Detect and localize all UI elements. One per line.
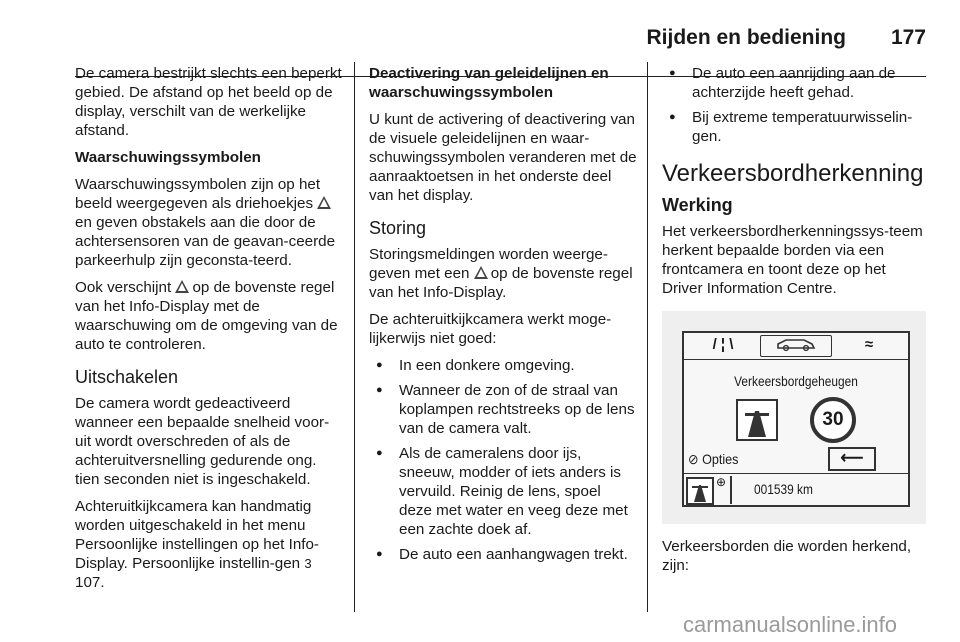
check-icon: ⊘ [688,451,699,467]
fault-text-a: Storingsmeldingen worden weerge-geven met een [369,246,608,282]
warning-triangle-icon [317,196,331,209]
fault-text-b: op de bovenste regel van het Info-Display. [369,265,633,301]
manual-text [75,497,345,592]
column-2 [369,64,637,570]
traffic-sign-display-figure [662,311,926,524]
list-item: ● Als de cameralens door ijs, sneeuw, modder of iets anders is vervuild. Reinig de lens, spoel deze met water en veeg deze met een zachte doek af. [369,444,637,539]
motorway-sign-icon [686,477,714,505]
list-item: ● De auto een aanrijding aan de achterzijde heeft gehad. [662,64,928,102]
fault-list-continued [662,64,928,146]
page-number: 177 [890,26,926,49]
after-figure-text [662,537,928,583]
watermark: carmanualsonline.info [683,612,898,637]
section-heading: Verkeersbordherkenning [662,160,924,187]
options-label [688,451,738,468]
fault-heading: Storing [369,218,427,238]
motorway-sign-small-svg [688,479,712,503]
function-heading: Werking [662,195,733,215]
fault-text [369,245,637,302]
warning-text-a: Waarschuwingssymbolen zijn op het beeld weergegeven als driehoekjes [75,176,321,212]
deactivation-text: U kunt de activering of deactivering van de visuele geleidelijnen en waar-schuwingssymbolen veranderen met de aanraaktoetsen in het onderste deel van het display. [369,111,637,204]
list-item: ● Wanneer de zon of de straal van koplampen rechtstreeks op de lens van de camera valt. [369,381,637,438]
column-3 [662,64,928,306]
odometer-value: 001539 km [754,481,813,497]
speed-limit-sign: 30 [810,397,856,443]
bottom-bar-divider [730,476,732,504]
also-text-b: op de bovenste regel van het Info-Display met de waarschuwing om de omgeving van de auto te controleren. [75,279,338,353]
warning-triangle-icon [474,266,488,279]
display-bottom-bar [684,473,908,506]
motorway-sign-svg [738,401,776,439]
fault-intro: De achteruitkijkcamera werkt moge-lijkerwijs niet goed: [369,311,612,347]
off-text: De camera wordt gedeactiveerd wanneer een bepaalde snelheid voor-uit wordt overschreden of als de achteruitversnelling gedurende ong. tien seconden niet is ingeschakeld. [75,395,330,488]
plus-icon: ⊕ [716,475,727,489]
page-reference-icon: 3 [304,556,312,571]
info-display-screen [682,331,910,507]
list-item: ● In een donkere omgeving. [369,356,637,375]
camera-intro: De camera bestrijkt slechts een beperkt gebied. De afstand op het beeld op de display, verschilt van de werkelijke afstand. [75,65,342,139]
speed-sign-icon: ≈ [864,336,874,353]
display-tabs [684,333,908,360]
recognized-signs-intro: Verkeersborden die worden herkend, zijn: [662,538,912,574]
also-text [75,278,345,354]
manual-text-body: Achteruitkijkcamera kan handmatig worden uitgeschakeld in het menu Persoonlijke instellingen op het Info-Display. Persoonlijke instellin-gen [75,498,319,572]
warning-heading: Waarschuwingssymbolen [75,149,261,166]
list-item: ● De auto een aanhangwagen trekt. [369,545,637,564]
also-text-a: Ook verschijnt [75,279,172,296]
column-divider-2 [647,62,648,612]
function-text: Het verkeersbordherkenningssys-teem herkent bepaalde borden via een frontcamera en toont deze op het Driver Information Centre. [662,223,923,297]
deactivation-heading: Deactivering van geleidelijnen en waarschuwingssymbolen [369,65,609,101]
fault-list [369,356,637,564]
page-header [0,26,926,56]
column-divider-1 [354,62,355,612]
warning-text-b: en geven obstakels aan die door de achtersensoren van de geavan-ceerde parkeerhulp zijn geconsta-teerd. [75,214,336,269]
list-item: ● Bij extreme temperatuurwisselin-gen. [662,108,928,146]
warning-triangle-icon [175,280,189,293]
warning-text [75,175,345,270]
chapter-title: Rijden en bediening [646,26,846,49]
back-arrow-icon: ⟵ [828,447,876,471]
lane-assist-icon: / ¦ \ [712,336,734,353]
screen-title: Verkeersbordgeheugen [734,373,858,389]
options-text: Opties [702,451,739,467]
car-icon-svg [774,336,818,352]
off-heading: Uitschakelen [75,367,179,387]
car-icon [760,335,832,357]
column-1 [75,64,345,600]
motorway-sign-icon [736,399,778,441]
page-reference-link[interactable]: 107. [75,574,105,591]
